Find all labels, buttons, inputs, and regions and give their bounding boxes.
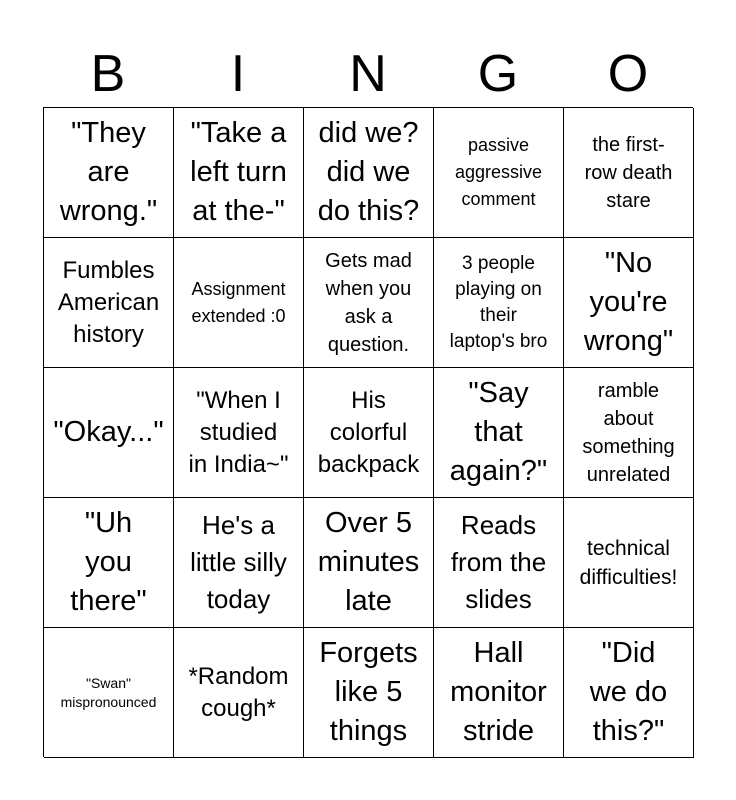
cell-text: "Take a left turn at the-" <box>190 117 287 227</box>
bingo-cell-r4-c5[interactable] <box>564 498 694 628</box>
header-letter-i: I <box>230 45 246 103</box>
cell-text: Hall monitor stride <box>450 637 547 747</box>
bingo-cell-r5-c5[interactable] <box>564 628 694 758</box>
cell-text: passive aggressive comment <box>454 135 543 209</box>
header-letter-g: G <box>477 45 519 103</box>
cell-text: did we? did we do this? <box>317 117 420 227</box>
bingo-cell-r3-c2[interactable] <box>174 368 304 498</box>
bingo-board <box>43 107 693 757</box>
bingo-cell-r3-c1[interactable] <box>44 368 174 498</box>
bingo-cell-r2-c3[interactable] <box>304 238 434 368</box>
cell-text: His colorful backpack <box>317 386 420 478</box>
bingo-cell-r1-c3[interactable] <box>304 108 434 238</box>
cell-text: "Say that again?" <box>449 377 548 487</box>
bingo-cell-r3-c5[interactable] <box>564 368 694 498</box>
header-letter-b: B <box>90 45 126 103</box>
cell-text: Assignment extended :0 <box>191 278 286 326</box>
bingo-cell-r2-c2[interactable] <box>174 238 304 368</box>
cell-text: "Okay..." <box>53 416 164 448</box>
bingo-cell-r1-c4[interactable] <box>434 108 564 238</box>
cell-text: He's a little silly today <box>190 510 287 614</box>
cell-text: "They are wrong." <box>59 117 158 227</box>
cell-text: the first- row death stare <box>584 133 673 212</box>
bingo-cell-r4-c4[interactable] <box>434 498 564 628</box>
cell-text: Reads from the slides <box>450 510 547 614</box>
cell-text: Over 5 minutes late <box>317 507 420 617</box>
bingo-cell-r4-c3[interactable] <box>304 498 434 628</box>
bingo-cell-r5-c1[interactable] <box>44 628 174 758</box>
bingo-cell-r3-c3[interactable] <box>304 368 434 498</box>
cell-text: "No you're wrong" <box>583 247 674 357</box>
header-letter-n: N <box>349 45 387 103</box>
bingo-cell-r5-c2[interactable] <box>174 628 304 758</box>
header-letter-o: O <box>607 45 649 103</box>
bingo-cell-r1-c2[interactable] <box>174 108 304 238</box>
bingo-cell-r1-c5[interactable] <box>564 108 694 238</box>
cell-text: 3 people playing on their laptop's bro <box>449 252 548 352</box>
bingo-cell-r2-c1[interactable] <box>44 238 174 368</box>
bingo-cell-r2-c5[interactable] <box>564 238 694 368</box>
bingo-cell-r3-c4[interactable] <box>434 368 564 498</box>
bingo-cell-r2-c4[interactable] <box>434 238 564 368</box>
cell-text: "Swan" mispronounced <box>60 674 157 710</box>
bingo-cell-r5-c4[interactable] <box>434 628 564 758</box>
cell-text: *Random cough* <box>188 662 289 722</box>
bingo-cell-r1-c1[interactable] <box>44 108 174 238</box>
cell-text: Gets mad when you ask a question. <box>325 249 412 356</box>
bingo-cell-r4-c1[interactable] <box>44 498 174 628</box>
cell-text: "Did we do this?" <box>589 637 668 747</box>
cell-text: Forgets like 5 things <box>319 637 418 747</box>
cell-text: "Uh you there" <box>70 507 147 617</box>
bingo-cell-r4-c2[interactable] <box>174 498 304 628</box>
cell-text: technical difficulties! <box>579 536 678 589</box>
bingo-header <box>43 40 693 108</box>
cell-text: Fumbles American history <box>57 256 160 348</box>
cell-text: ramble about something unrelated <box>582 379 675 486</box>
bingo-cell-r5-c3[interactable] <box>304 628 434 758</box>
cell-text: "When I studied in India~" <box>188 386 289 478</box>
